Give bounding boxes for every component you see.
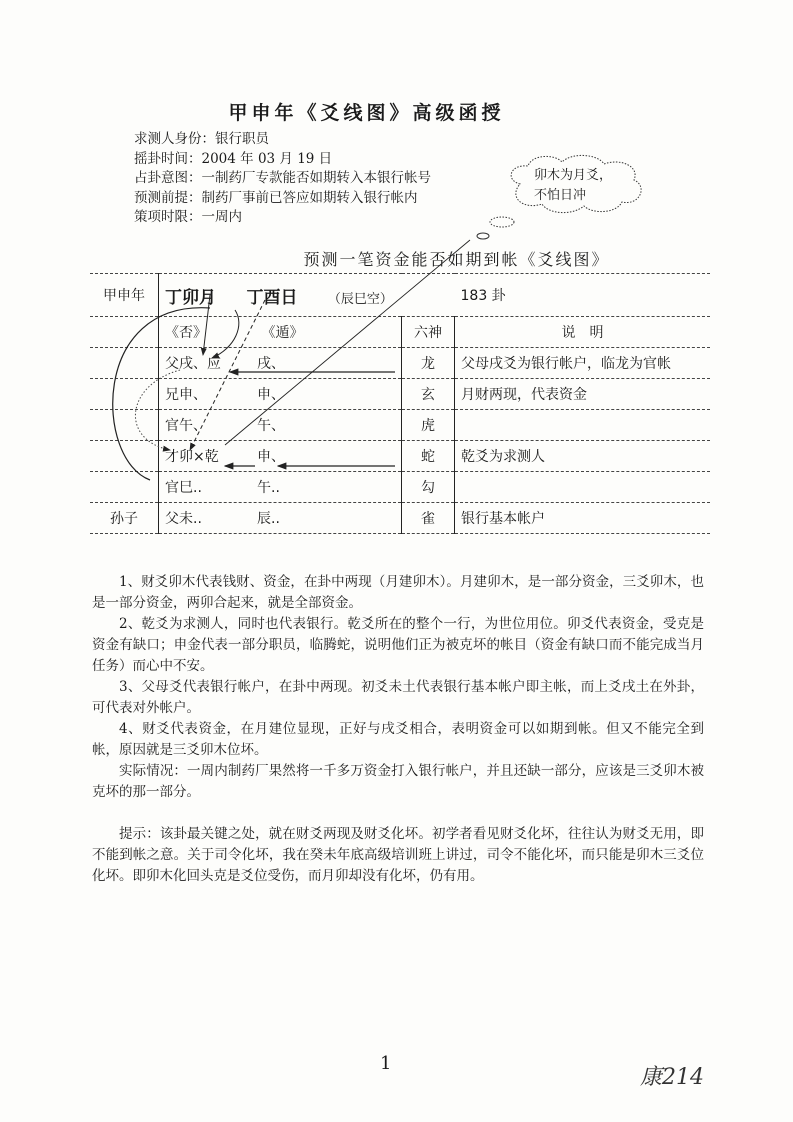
divination-meta <box>134 130 431 228</box>
changed-yao: 戌、 <box>257 356 285 372</box>
gua-names <box>159 317 402 348</box>
yao-cell <box>159 503 402 534</box>
yao-cell <box>159 441 402 472</box>
table-subheader-row <box>90 317 710 348</box>
note-cell: 月财两现，代表资金 <box>455 379 711 410</box>
table-row <box>90 379 710 410</box>
table-row <box>90 348 710 379</box>
note-cell <box>455 410 711 441</box>
year-cell: 甲申年 <box>90 274 159 317</box>
meta-intent: 占卦意图：一制药厂专款能否如期转入本银行帐号 <box>134 170 431 186</box>
table-row <box>90 472 710 503</box>
day-pillar: 丁酉日 <box>246 287 298 308</box>
yao-cell <box>159 410 402 441</box>
liushen-cell: 蛇 <box>402 441 455 472</box>
pillars-cell <box>159 274 455 317</box>
main-yao: 兄申、 <box>165 387 207 403</box>
bubble-line-1: 卯木为月爻， <box>534 168 613 183</box>
analysis-paragraph-4: 4、财爻代表资金，在月建位显现，正好与戌爻相合，表明资金可以如期到帐。但又不能完全到帐，原因就是三爻卯木位坏。 <box>92 721 704 758</box>
changed-yao: 申、 <box>257 449 285 465</box>
liushen-cell: 勾 <box>402 472 455 503</box>
subheader-left <box>90 317 159 348</box>
note-cell: 银行基本帐户 <box>455 503 711 534</box>
page-number: 1 <box>380 1053 392 1074</box>
meta-premise: 预测前提：制药厂事前已答应如期转入银行帐内 <box>134 189 418 206</box>
explain-header: 说 明 <box>455 317 711 348</box>
table-row <box>90 503 710 534</box>
yao-cell <box>159 472 402 503</box>
note-cell <box>455 472 711 503</box>
gua-number: 183 卦 <box>455 274 711 317</box>
analysis-paragraph-1: 1、财爻卯木代表钱财、资金，在卦中两现（月建卯木）。月建卯木，是一部分资金，三爻卯木，也是一部分资金，两卯合起来，就是全部资金。 <box>92 574 704 611</box>
handwritten-signature: 康214 <box>640 1065 704 1090</box>
hint-section <box>92 824 704 887</box>
main-yao: 官巳.. <box>165 480 202 496</box>
main-yao: 才卯×乾 <box>165 449 219 465</box>
main-yao: 父未.. <box>165 511 202 527</box>
hint-paragraph: 提示：该卦最关键之处，就在财爻两现及财爻化坏。初学者看见财爻化坏，往往认为财爻无用，即不能到帐之意。关于司令化坏，我在癸未年底高级培训班上讲过，司令不能化坏，而只能是卯木三爻位化坏。即卯木化回头克是爻位受伤，而月卯却没有化坏，仍有用。 <box>92 826 704 884</box>
changed-gua-name: 《遁》 <box>261 325 304 341</box>
bubble-line-2: 不怕日冲 <box>534 188 587 203</box>
fushen-cell <box>90 410 159 441</box>
note-cell: 乾爻为求测人 <box>455 441 711 472</box>
liushen-cell: 玄 <box>402 379 455 410</box>
chart-title: 预测一笔资金能否如期到帐《爻线图》 <box>303 250 610 269</box>
main-gua-name: 《否》 <box>165 325 207 341</box>
month-pillar: 丁卯月 <box>165 287 216 308</box>
liushen-cell: 龙 <box>402 348 455 379</box>
changed-yao: 午.. <box>257 480 280 496</box>
table-row <box>90 441 710 472</box>
yao-cell <box>159 379 402 410</box>
thought-bubble <box>500 152 650 216</box>
meta-identity: 求测人身份：银行职员 <box>134 131 269 147</box>
analysis-paragraph-3: 3、父母爻代表银行帐户，在卦中两现。初爻未土代表银行基本帐户即主帐，而上爻戌土在外卦，可代表对外帐户。 <box>92 679 704 716</box>
meta-time: 摇卦时间：2004 年 03 月 19 日 <box>134 150 333 167</box>
main-yao: 父戌、应 <box>165 356 221 372</box>
analysis-section <box>92 572 704 803</box>
fushen-cell <box>90 348 159 379</box>
fushen-cell <box>90 379 159 410</box>
table-header-row <box>90 274 710 317</box>
table-row <box>90 410 710 441</box>
page-title: 甲申年《爻线图》高级函授 <box>228 102 505 124</box>
actual-outcome-paragraph: 实际情况：一周内制药厂果然将一千多万资金打入银行帐户，并且还缺一部分，应该是三爻卯木被克坏的那一部分。 <box>92 763 704 800</box>
meta-timelimit: 策项时限：一周内 <box>134 209 242 225</box>
changed-yao: 辰.. <box>257 511 280 527</box>
hexagram-table <box>90 273 710 534</box>
fushen-cell <box>90 472 159 503</box>
liushen-cell: 雀 <box>402 503 455 534</box>
main-yao: 官午、 <box>165 418 207 434</box>
changed-yao: 午、 <box>257 418 285 434</box>
fushen-cell: 孙子 <box>90 503 159 534</box>
fushen-cell <box>90 441 159 472</box>
void-branches: （辰巳空） <box>327 291 393 307</box>
liushen-header: 六神 <box>402 317 455 348</box>
yao-cell <box>159 348 402 379</box>
analysis-paragraph-2: 2、乾爻为求测人，同时也代表银行。乾爻所在的整个一行，为世位用位。卯爻代表资金，受克是资金有缺口；申金代表一部分职员，临腾蛇，说明他们正为被克坏的帐目（资金有缺口而不能完成当月任务）而心中不安。 <box>92 616 704 674</box>
liushen-cell: 虎 <box>402 410 455 441</box>
changed-yao: 申、 <box>257 387 285 403</box>
note-cell: 父母戌爻为银行帐户，临龙为官帐 <box>455 348 711 379</box>
